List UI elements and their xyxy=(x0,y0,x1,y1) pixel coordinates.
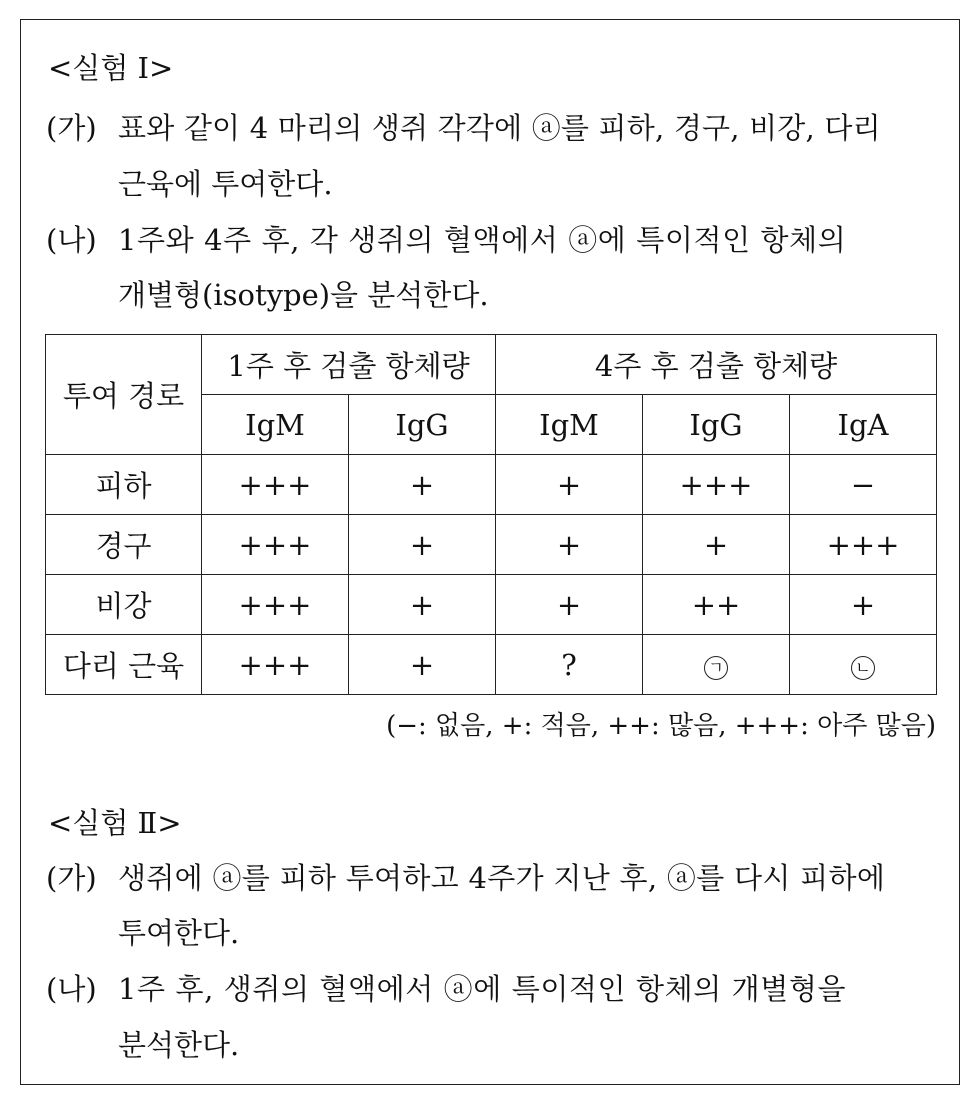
exp2-step-ga-text-cont: 투여한다. xyxy=(118,916,240,950)
subheader-w4-igg: IgG xyxy=(643,395,790,455)
blank-cell-giyeok xyxy=(643,635,790,695)
blank-marker-giyeok: ㄱ xyxy=(704,656,728,680)
exp1-step-ga-text-cont: 근육에 투여한다. xyxy=(118,167,333,201)
exp2-step-na-label: (나) xyxy=(46,972,97,1006)
subheader-w1-igg: IgG xyxy=(349,395,496,455)
subheader-w1-igm: IgM xyxy=(202,395,349,455)
value-cell: ? xyxy=(496,635,643,695)
exp1-step-na-text-cont: 개별형(isotype)을 분석한다. xyxy=(118,278,489,312)
table-row xyxy=(46,635,937,695)
value-cell: + xyxy=(496,455,643,515)
table-legend: (−: 없음, +: 적음, ++: 많음, +++: 아주 많음) xyxy=(386,711,936,741)
antibody-table xyxy=(45,334,937,695)
exp2-step-na-text-cont: 분석한다. xyxy=(118,1028,240,1062)
exp1-step-ga-text: 표와 같이 4 마리의 생쥐 각각에 ⓐ를 피하, 경구, 비강, 다리 xyxy=(118,111,881,145)
value-cell: ++ xyxy=(643,575,790,635)
value-cell: +++ xyxy=(643,455,790,515)
value-cell: + xyxy=(349,515,496,575)
value-cell: + xyxy=(496,515,643,575)
value-cell: + xyxy=(496,575,643,635)
experiment-2-title: <실험 Ⅱ> xyxy=(48,806,182,840)
table-row xyxy=(46,575,937,635)
table-row xyxy=(46,515,937,575)
route-cell: 피하 xyxy=(46,455,202,515)
table-row xyxy=(46,455,937,515)
route-cell: 다리 근육 xyxy=(46,635,202,695)
value-cell: + xyxy=(790,575,937,635)
week4-header: 4주 후 검출 항체량 xyxy=(496,335,937,395)
exp1-step-na-text: 1주와 4주 후, 각 생쥐의 혈액에서 ⓐ에 특이적인 항체의 xyxy=(118,223,847,257)
value-cell: + xyxy=(643,515,790,575)
value-cell: + xyxy=(349,455,496,515)
blank-marker-nieun: ㄴ xyxy=(851,656,875,680)
blank-cell-nieun xyxy=(790,635,937,695)
exp1-step-na-label: (나) xyxy=(46,223,97,257)
value-cell: +++ xyxy=(790,515,937,575)
route-cell: 경구 xyxy=(46,515,202,575)
exp1-step-ga-label: (가) xyxy=(46,111,97,145)
value-cell: +++ xyxy=(202,575,349,635)
value-cell: − xyxy=(790,455,937,515)
value-cell: +++ xyxy=(202,635,349,695)
value-cell: + xyxy=(349,635,496,695)
subheader-w4-igm: IgM xyxy=(496,395,643,455)
exp2-step-ga-text: 생쥐에 ⓐ를 피하 투여하고 4주가 지난 후, ⓐ를 다시 피하에 xyxy=(118,861,886,895)
route-header: 투여 경로 xyxy=(46,335,202,455)
exp2-step-na-text: 1주 후, 생쥐의 혈액에서 ⓐ에 특이적인 항체의 개별형을 xyxy=(118,972,847,1006)
value-cell: + xyxy=(349,575,496,635)
week1-header: 1주 후 검출 항체량 xyxy=(202,335,496,395)
subheader-w4-iga: IgA xyxy=(790,395,937,455)
value-cell: +++ xyxy=(202,515,349,575)
experiment-1-title: <실험 Ⅰ> xyxy=(48,51,174,85)
route-cell: 비강 xyxy=(46,575,202,635)
value-cell: +++ xyxy=(202,455,349,515)
exp2-step-ga-label: (가) xyxy=(46,861,97,895)
